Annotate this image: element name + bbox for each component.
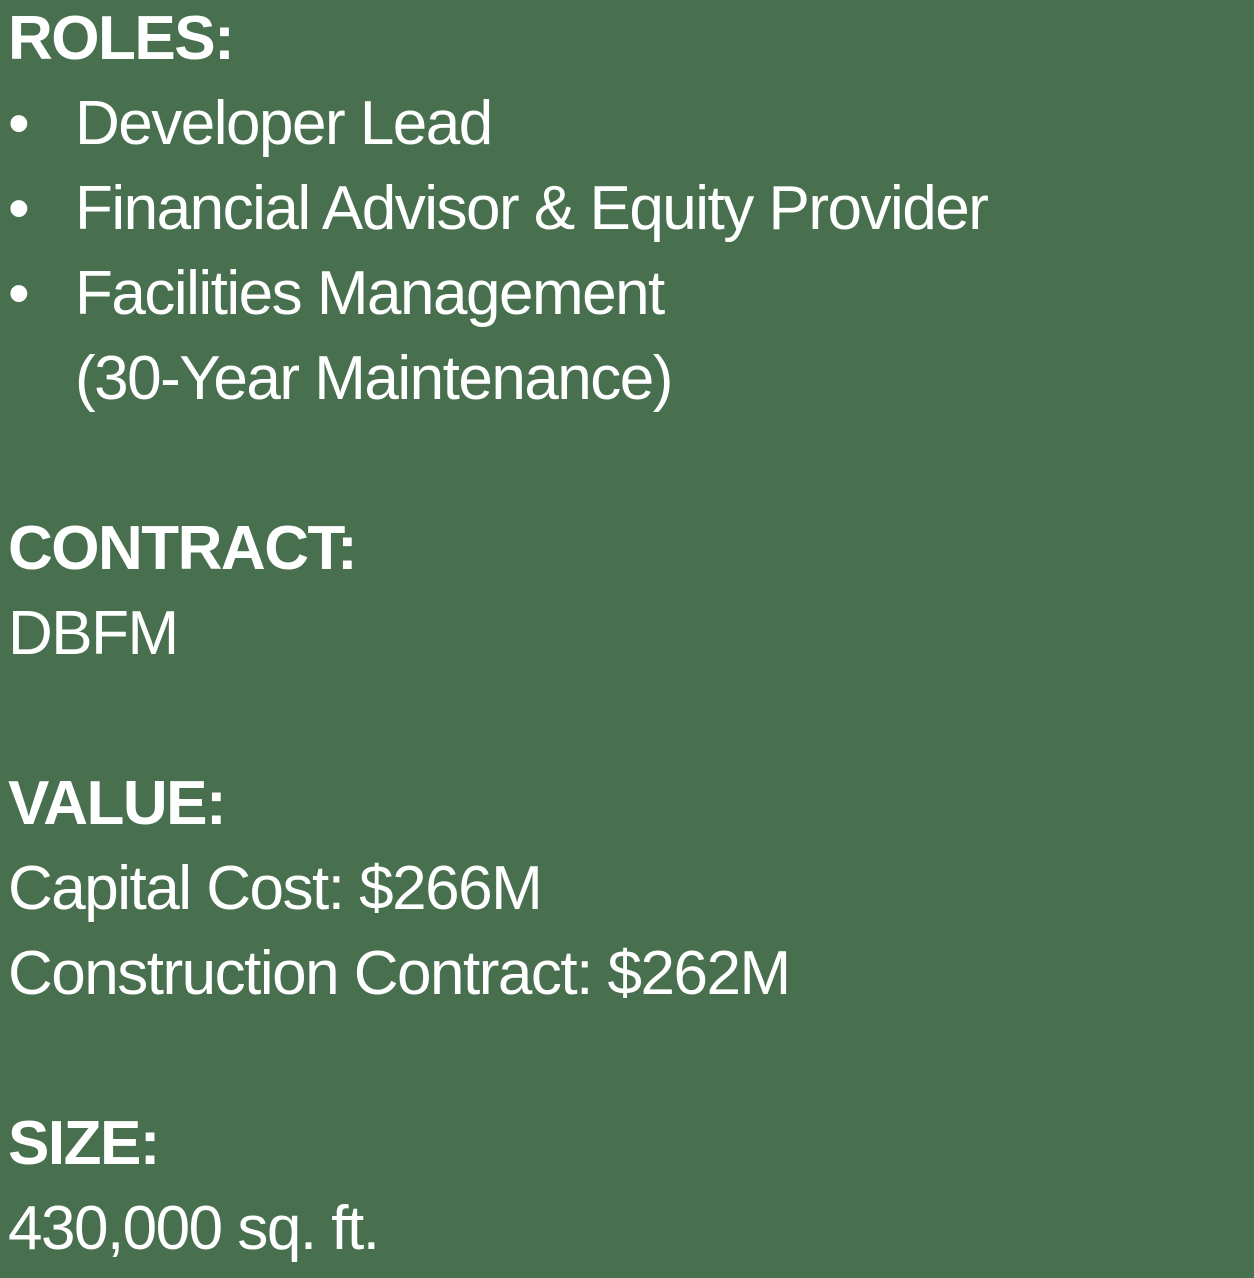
construction-contract-value: Construction Contract: $262M (8, 939, 790, 1008)
fact-sheet (8, 0, 1248, 1271)
value-heading: VALUE: (8, 769, 226, 838)
size-value: 430,000 sq. ft. (8, 1194, 379, 1263)
role-item-label: Developer Lead (75, 89, 492, 158)
role-item-continuation: (30-Year Maintenance) (75, 344, 672, 413)
section-spacer (8, 676, 1248, 761)
contract-heading: CONTRACT: (8, 514, 357, 583)
list-item (8, 81, 1248, 166)
contract-value: DBFM (8, 599, 178, 668)
bullet-icon: • (8, 259, 29, 328)
bullet-icon: • (8, 89, 29, 158)
section-spacer (8, 1016, 1248, 1101)
list-item (8, 251, 1248, 336)
list-item (8, 166, 1248, 251)
role-item-label: Financial Advisor & Equity Provider (75, 174, 988, 243)
roles-heading: ROLES: (8, 4, 234, 73)
size-heading: SIZE: (8, 1109, 159, 1178)
role-item-label: Facilities Management (75, 259, 664, 328)
section-spacer (8, 421, 1248, 506)
bullet-icon: • (8, 174, 29, 243)
capital-cost-value: Capital Cost: $266M (8, 854, 542, 923)
